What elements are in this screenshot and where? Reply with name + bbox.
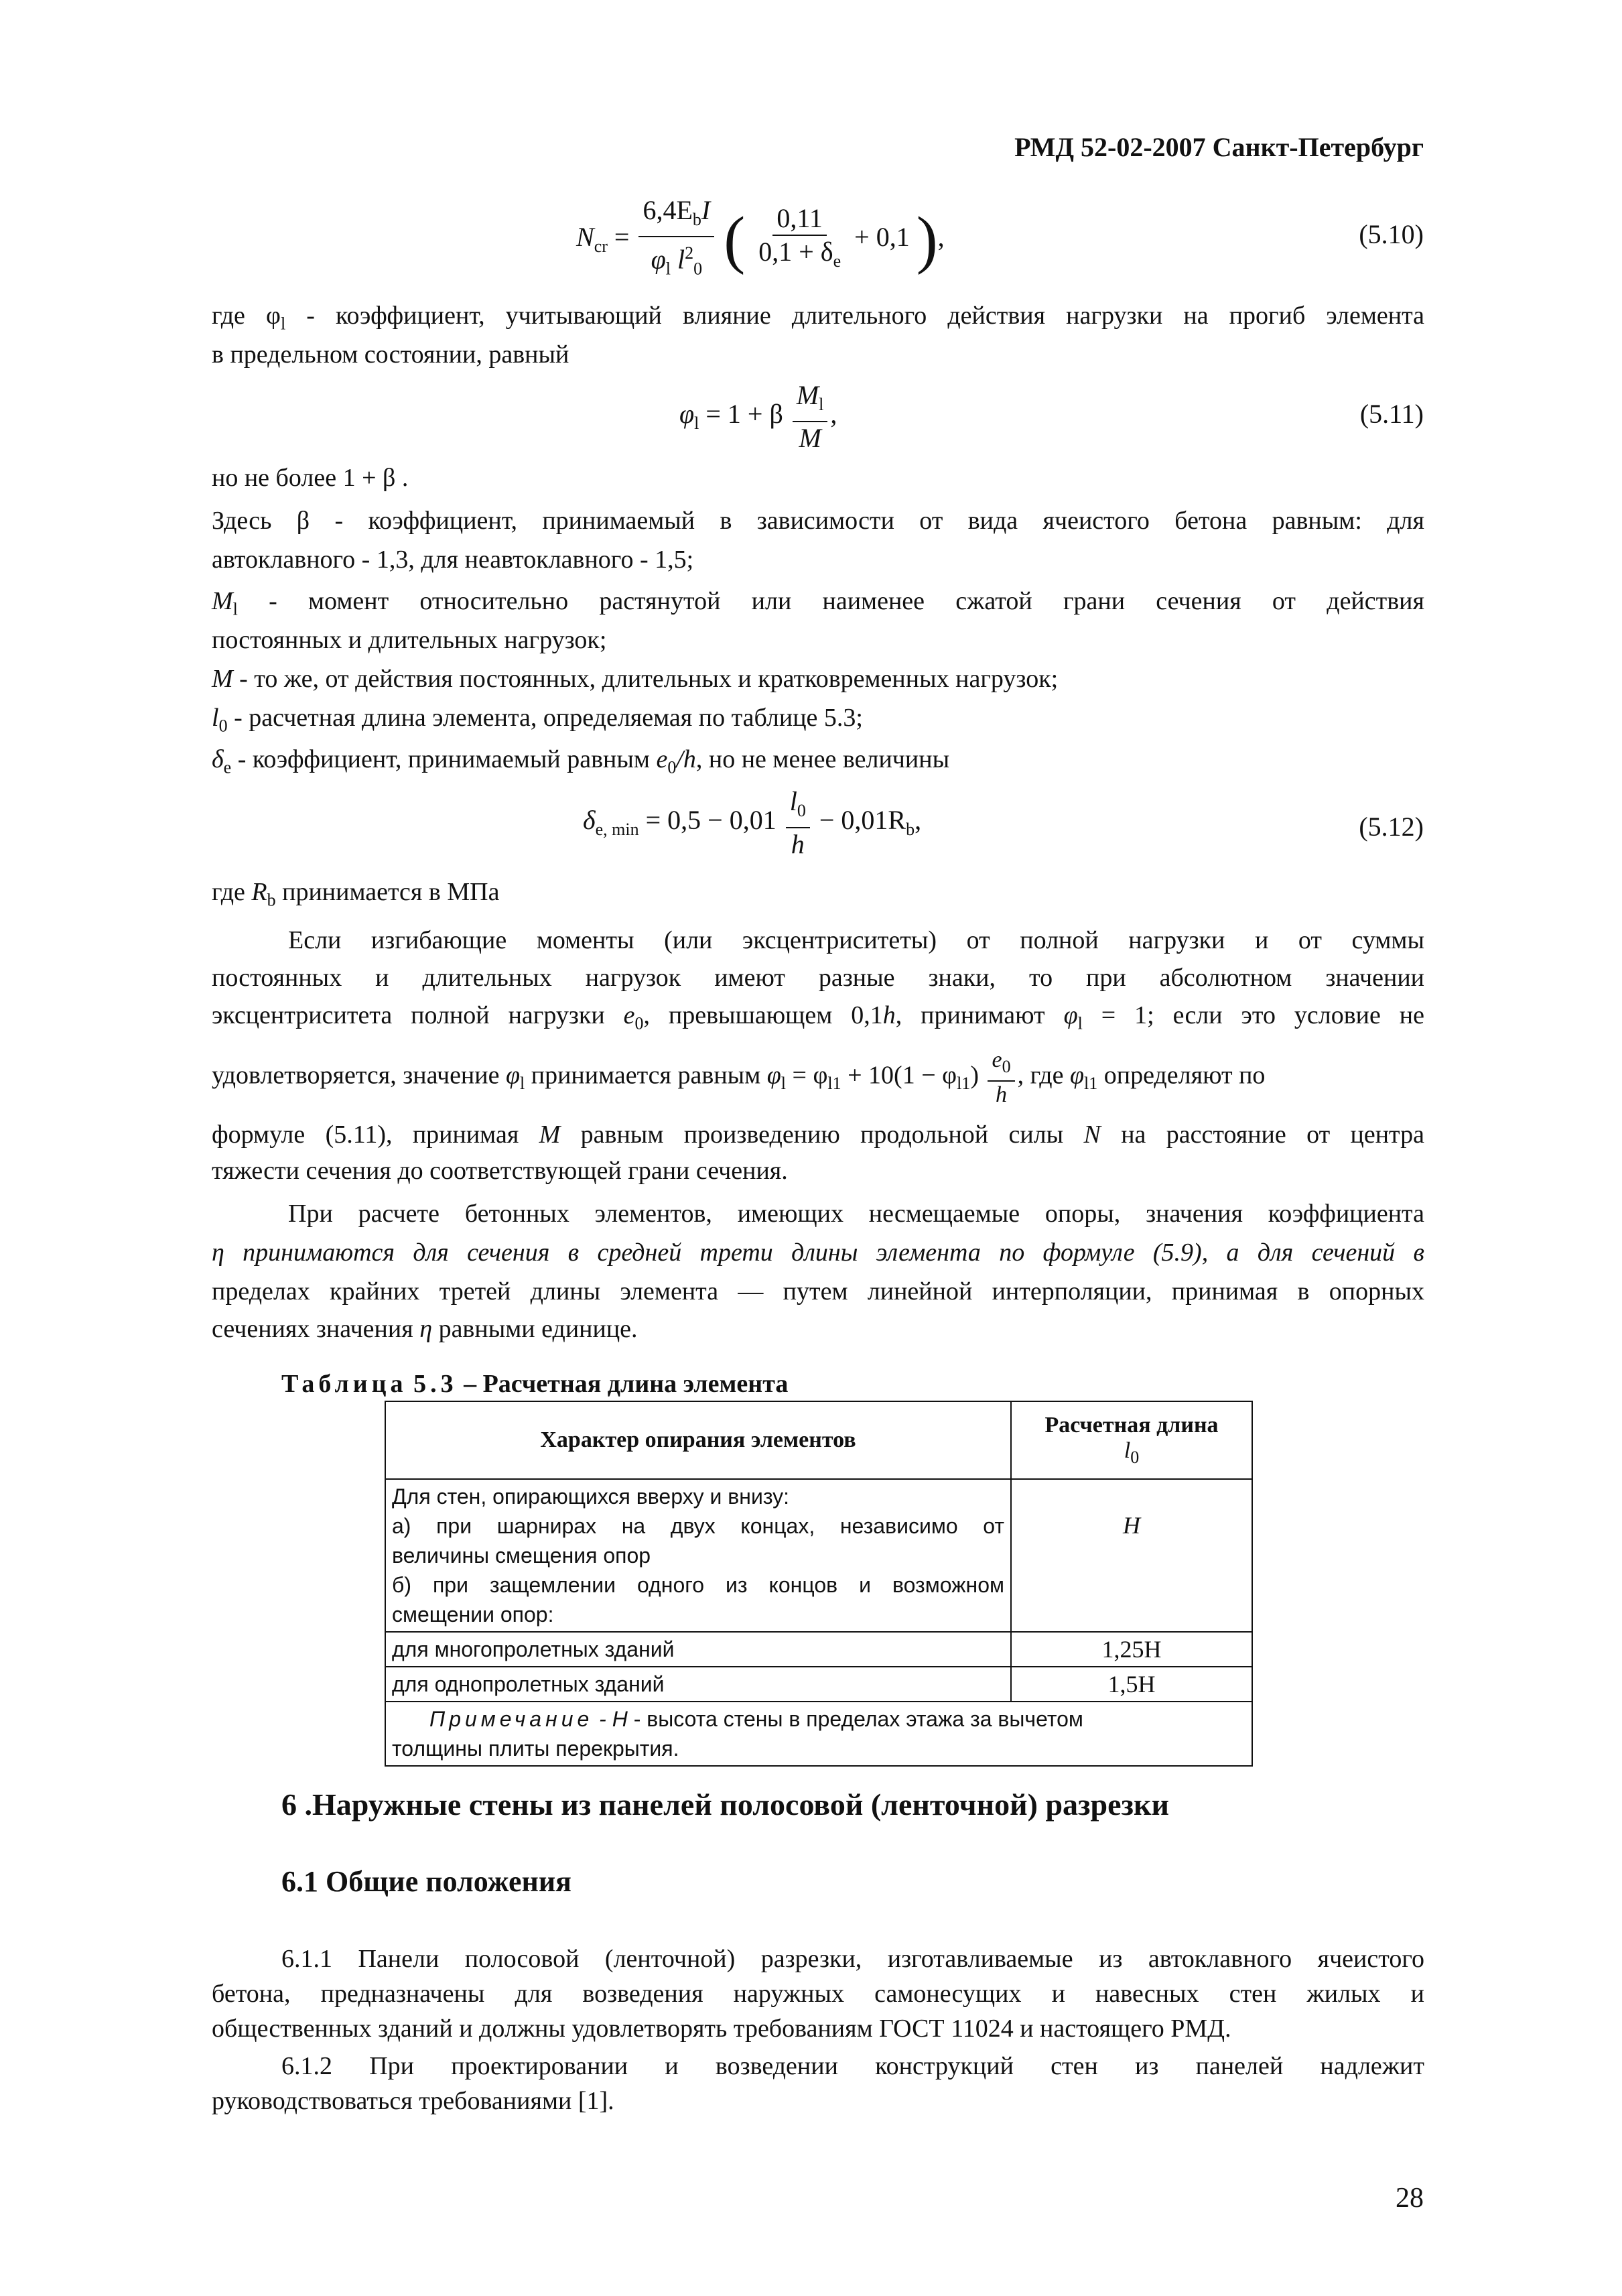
paragraph-limit: но не более 1 + β . <box>212 464 409 492</box>
paragraph-eta-3: пределах крайних третей длины элемента — путем линейной интерполяции, принимая в опорных <box>212 1277 1424 1305</box>
paragraph-l0: $l_0$ - расчетная длина элемента, определяемая по таблице 5.3; <box>212 704 863 736</box>
equation-5-10: $N_{cr}$ = $\frac{6,4E_bI}{\varphi_l l^2_0}$ ( $\frac{0,11}{0,1 + \delta_e}$ + 0,1 ), <box>576 194 945 285</box>
table-row: Для стен, опирающихся вверху и внизу: а) при шарнирах на двух концах, независимо от величины смещения опор б) при защемлении одного из концов и возможном смещении опор: H <box>385 1479 1252 1632</box>
paragraph-eta-1: При расчете бетонных элементов, имеющих несмещаемые опоры, значения коэффициента <box>288 1200 1424 1228</box>
paragraph-eta-4: сечениях значения η равными единице. <box>212 1315 638 1343</box>
paragraph-6-1-1-line1: 6.1.1 Панели полосовой (ленточной) разрезки, изготавливаемые из автоклавного ячеистого <box>281 1945 1424 1973</box>
paragraph-ml: $M_l$ - момент относительно растянутой или наименее сжатой грани сечения от действия <box>212 587 1424 619</box>
paragraph-eccentricity-2: постоянных и длительных нагрузок имеют разные знаки, то при абсолютном значении <box>212 964 1424 992</box>
paragraph-eccentricity-3: эксцентриситета полной нагрузки $e_0$, превышающем 0,1h, принимают $\varphi_l = 1$; если это условие не <box>212 1001 1424 1033</box>
paragraph-ml-line2: постоянных и длительных нагрузок; <box>212 626 607 654</box>
paragraph-rb: где $R_b$ принимается в МПа <box>212 878 500 910</box>
table-caption: Таблица 5.3 – Расчетная длина элемента <box>281 1370 789 1398</box>
paragraph-6-1-1-line2: бетона, предназначены для возведения наружных самонесущих и навесных стен жилых и <box>212 1980 1424 2008</box>
section-6-title: 6 .Наружные стены из панелей полосовой (ленточной) разрезки <box>281 1787 1170 1822</box>
page-number: 28 <box>1396 2183 1424 2214</box>
paragraph-eccentricity-4: удовлетворяется, значение $\varphi_l$ принимается равным $\varphi_l = \varphi_{l1} + 10(1 - \varphi_{l1})$ $\frac{e_0}{h}$ , где $\varphi_{l1}$ определяют по <box>212 1047 1266 1107</box>
table-header-col2: Расчетная длина $l_0$ <box>1011 1401 1252 1479</box>
equation-5-11: $\varphi_l = 1 + \beta$ $\frac{M_l}{M}$ , <box>679 380 837 453</box>
paragraph-6-1-2-line2: руководствоваться требованиями [1]. <box>212 2087 614 2115</box>
paragraph-phi-definition-line2: в предельном состоянии, равный <box>212 340 569 369</box>
table-note-row: Примечание - H - высота стены в пределах этажа за вычетом толщины плиты перекрытия. <box>385 1702 1252 1766</box>
equation-number-5-12: (5.12) <box>1359 812 1424 842</box>
section-6-1-title: 6.1 Общие положения <box>281 1865 571 1898</box>
paragraph-eccentricity-1: Если изгибающие моменты (или эксцентриситеты) от полной нагрузки и от суммы <box>288 926 1424 954</box>
equation-number-5-11: (5.11) <box>1359 399 1424 429</box>
paragraph-eta-2: η принимаются для сечения в средней трети длины элемента по формуле (5.9), а для сечений в <box>212 1238 1424 1267</box>
paragraph-eccentricity-6: тяжести сечения до соответствующей грани сечения. <box>212 1157 788 1185</box>
calculation-length-table <box>385 1401 1253 1767</box>
paragraph-m: M - то же, от действия постоянных, длительных и кратковременных нагрузок; <box>212 665 1059 693</box>
paragraph-phi-definition: где $\varphi_l$ - коэффициент, учитывающий влияние длительного действия нагрузки на прогиб элемента <box>212 302 1425 334</box>
paragraph-beta-line2: автоклавного - 1,3, для неавтоклавного - 1,5; <box>212 546 694 574</box>
paragraph-6-1-2-line1: 6.1.2 При проектировании и возведении конструкций стен из панелей надлежит <box>281 2052 1424 2080</box>
equation-5-12: $\delta_{e, min} = 0,5 - 0,01$ $\frac{l_0}{h}$ − $0,01R_b$, <box>583 786 922 859</box>
table-row: для многопролетных зданий 1,25H <box>385 1632 1252 1667</box>
paragraph-eccentricity-5: формуле (5.11), принимая M равным произведению продольной силы N на расстояние от центра <box>212 1121 1424 1149</box>
paragraph-6-1-1-line3: общественных зданий и должны удовлетворять требованиям ГОСТ 11024 и настоящего РМД. <box>212 2015 1231 2043</box>
paragraph-delta-e: $\delta_e$ - коэффициент, принимаемый равным $e_0/h$, но не менее величины <box>212 745 950 777</box>
fraction-inner: $\frac{0,11}{0,1 + \delta_e}$ <box>758 202 841 271</box>
document-header: РМД 52-02-2007 Санкт-Петербург <box>1014 132 1424 162</box>
table-row: для однопролетных зданий 1,5H <box>385 1667 1252 1702</box>
paragraph-beta: Здесь β - коэффициент, принимаемый в зависимости от вида ячеистого бетона равным: для <box>212 507 1424 535</box>
table-header-row <box>385 1401 1252 1479</box>
equation-number-5-10: (5.10) <box>1359 219 1424 249</box>
table-header-col1: Характер опирания элементов <box>385 1401 1011 1479</box>
fraction-main: $\frac{6,4E_bI}{\varphi_l l^2_0}$ <box>638 194 714 285</box>
